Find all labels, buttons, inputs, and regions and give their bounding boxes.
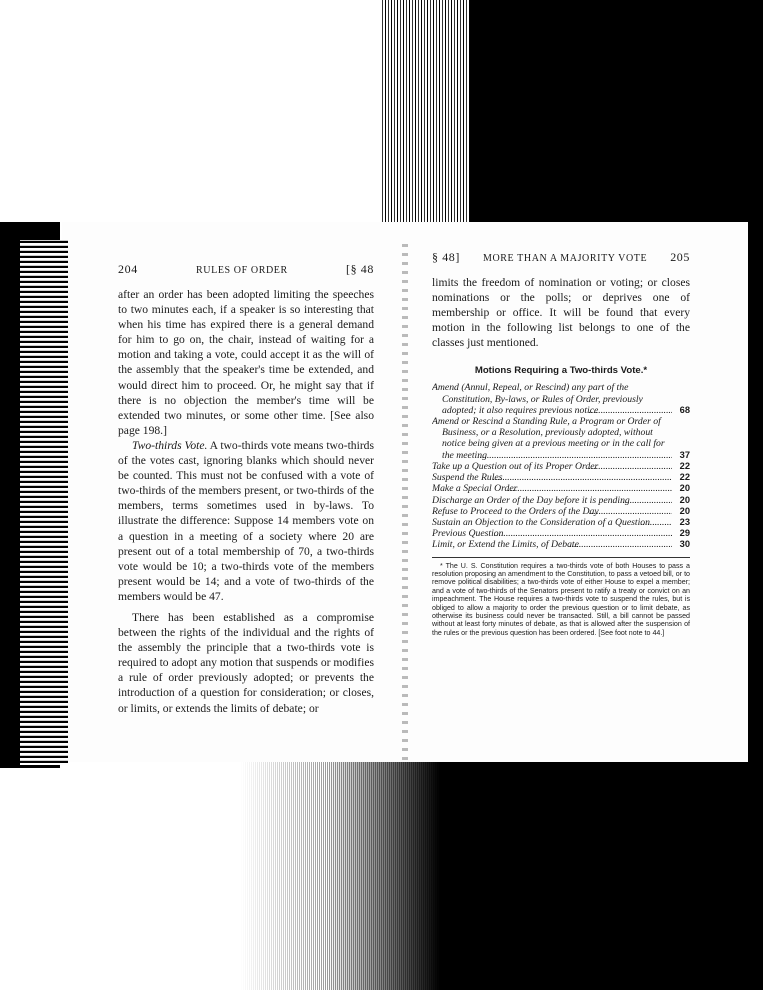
motion-page: 29 bbox=[672, 528, 690, 539]
motion-item bbox=[432, 495, 690, 506]
scan-artifact-right-edge bbox=[748, 222, 763, 762]
motion-page: 20 bbox=[672, 506, 690, 517]
scan-artifact-bottom-fade bbox=[190, 755, 440, 990]
motion-page: 68 bbox=[672, 405, 690, 416]
left-section-mark: [§ 48 bbox=[346, 262, 374, 276]
motion-item bbox=[432, 483, 690, 494]
motion-text: Amend (Annul, Repeal, or Rescind) any part of the Constitution, By-laws, or Rules of Order, previously adopted; it also requires previous notice ..... bbox=[432, 382, 672, 416]
motion-item bbox=[432, 416, 690, 461]
motion-item bbox=[432, 506, 690, 517]
motion-text: Previous Question ..... bbox=[432, 528, 672, 539]
right-paragraph-1: limits the freedom of nomination or voting; or closes nominations or the polls; or deprives one of membership or office. It will be found that every motion in the following list belongs to one of the classes just mentioned. bbox=[432, 276, 690, 350]
motion-text: Refuse to Proceed to the Orders of the Day ..... bbox=[432, 506, 672, 517]
motion-item bbox=[432, 382, 690, 416]
motion-item bbox=[432, 461, 690, 472]
left-paragraph-2-body: A two-thirds vote means two-thirds of the votes cast, ignoring blanks which should never be counted. This must not be confused with a vote of two-thirds of the members present, or two-thirds of the members, terms sometimes used in by-laws. To illustrate the difference: Suppose 14 members vote on a question in a meeting of a society where 20 are present out of a total membership of 70, a two-thirds vote would be 10; a two-thirds vote of the members present would be 14; and a vote of two-thirds of the members would be 47. bbox=[118, 438, 374, 603]
motion-item bbox=[432, 472, 690, 483]
motion-text: Discharge an Order of the Day before it is pending ..... bbox=[432, 495, 672, 506]
motion-text: Amend or Rescind a Standing Rule, a Program or Order of Business, or a Resolution, previously adopted, without notice being given at a previous meeting or in the call for the meeting ..... bbox=[432, 416, 672, 461]
motion-page: 23 bbox=[672, 517, 690, 528]
motion-page: 22 bbox=[672, 461, 690, 472]
motion-text: Suspend the Rules ..... bbox=[432, 472, 672, 483]
motion-text: Sustain an Objection to the Consideration of a Question ..... bbox=[432, 517, 672, 528]
motion-text: Make a Special Order ..... bbox=[432, 483, 672, 494]
motion-item bbox=[432, 539, 690, 550]
scan-artifact-top-dark bbox=[470, 0, 763, 222]
motion-page: 20 bbox=[672, 495, 690, 506]
motion-page: 37 bbox=[672, 450, 690, 461]
motion-page: 20 bbox=[672, 483, 690, 494]
left-running-head bbox=[118, 262, 374, 277]
motions-list bbox=[432, 382, 690, 550]
page-edge-stripes bbox=[20, 240, 68, 765]
motion-item bbox=[432, 528, 690, 539]
footnote-text: * The U. S. Constitution requires a two-thirds vote of both Houses to pass a resolution proposing an amendment to the Constitution, to pass a vetoed bill, or to remove political disabilities; a two-thirds vote of either House to expel a member; and a vote of two-thirds of the Senators present to ratify a treaty or convict on an impeachment. The House requires a two-thirds vote to suspend the rules, but is obliged to allow a majority to order the previous question or to limit debate, as otherwise its business could never be transacted. Still, a bill cannot be passed without at least forty minutes of debate, as that is allowed after the suspension of the rules or the previous question has been ordered. [See foot note to 44.] bbox=[432, 561, 690, 637]
motion-item bbox=[432, 517, 690, 528]
footnote bbox=[432, 562, 690, 638]
left-paragraph-1: after an order has been adopted limiting the speeches to two minutes each, if a speaker is so interesting that when his time has expired there is a general demand for him to go on, the chair, instead of waiting for a motion and taking a vote, could accept it as the will of the assembly that the speaker's time be extended, and would direct him to proceed. Or, he might say that if there is no objection the member's time will be extended two minutes, or some other time. [See also page 198.] bbox=[118, 288, 374, 437]
left-page bbox=[118, 262, 374, 716]
right-section-mark: § 48] bbox=[432, 250, 460, 264]
right-page bbox=[432, 250, 690, 637]
left-paragraph-3: There has been established as a compromise between the rights of the individual and the rights of the assembly the principle that a two-thirds vote is required to adopt any motion that suspends or modifies a rule of order previously adopted; or prevents the introduction of a question for consideration; or closes, or limits, or extends the limits of debate; or bbox=[118, 610, 374, 715]
left-paragraph-2 bbox=[118, 438, 374, 604]
right-running-title: MORE THAN A MAJORITY VOTE bbox=[482, 253, 648, 264]
two-thirds-vote-heading: Two-thirds Vote. bbox=[132, 438, 208, 452]
motion-text: Take up a Question out of its Proper Order ..... bbox=[432, 461, 672, 472]
right-page-number: 205 bbox=[670, 250, 690, 264]
scan-artifact-top-stripes bbox=[380, 0, 470, 222]
motion-page: 22 bbox=[672, 472, 690, 483]
book-gutter bbox=[402, 240, 408, 760]
footnote-rule bbox=[432, 557, 690, 558]
left-page-number: 204 bbox=[118, 262, 138, 276]
motion-page: 30 bbox=[672, 539, 690, 550]
motion-text: Limit, or Extend the Limits, of Debate ..... bbox=[432, 539, 672, 550]
motions-table-title: Motions Requiring a Two-thirds Vote.* bbox=[474, 365, 648, 377]
right-running-head bbox=[432, 250, 690, 265]
left-running-title: RULES OF ORDER bbox=[196, 265, 288, 276]
